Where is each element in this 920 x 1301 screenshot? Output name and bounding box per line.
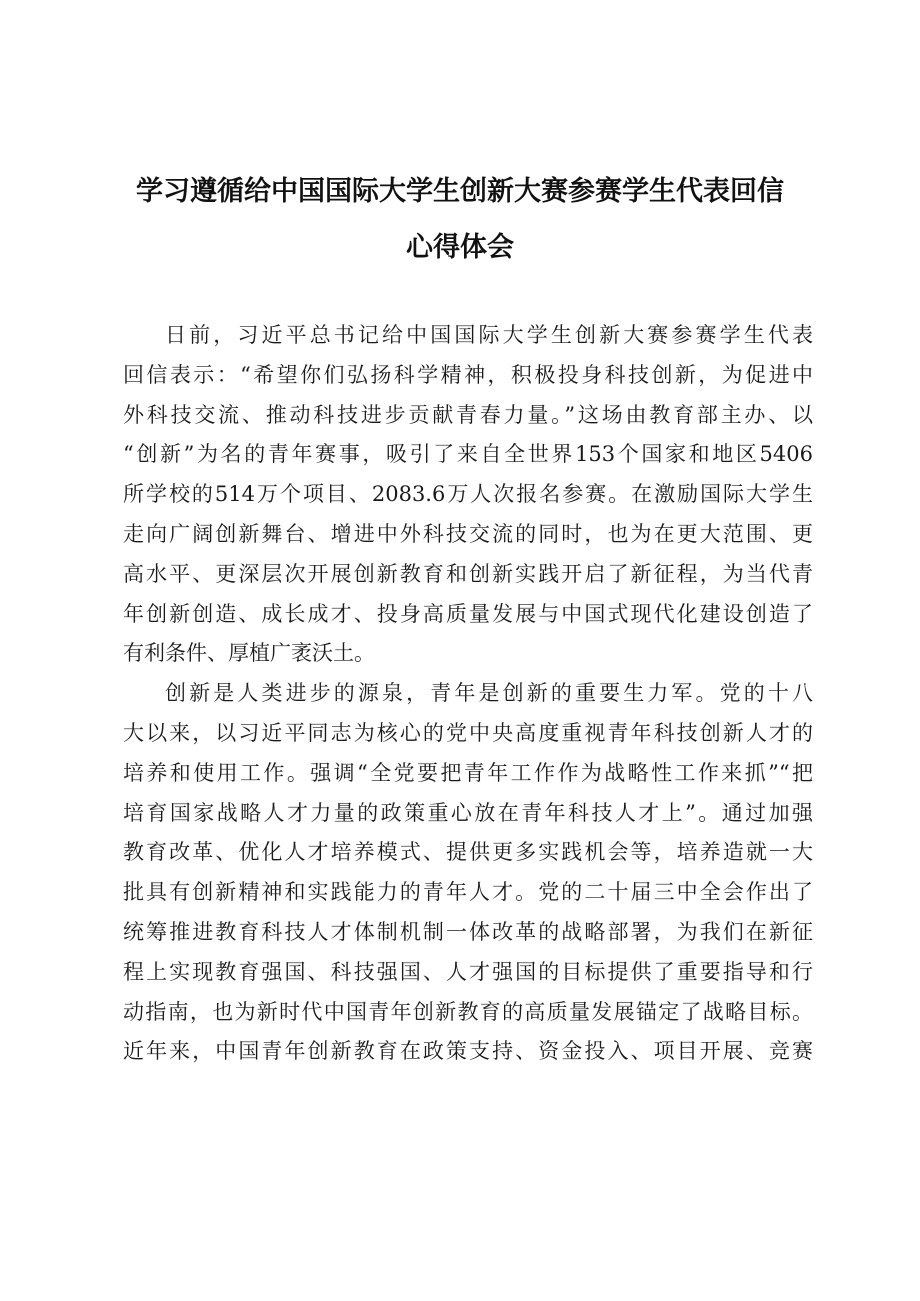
paragraph-2-line: 教育改革、优化人才培养模式、提供更多实践机会等，培养造就一大 [123,840,813,865]
document-title-line-1: 学习遵循给中国国际大学生创新大赛参赛学生代表回信 [136,176,784,207]
paragraph-1-line: 年创新创造、成长成才、投身高质量发展与中国式现代化建设创造了 [123,601,813,626]
paragraph-2-line: 创新是人类进步的源泉，青年是创新的重要生力军。党的十八 [165,681,813,706]
paragraph-1-line: “创新”为名的青年赛事，吸引了来自全世界153个国家和地区5406 [123,442,813,467]
paragraph-2 [123,674,813,1072]
paragraph-1-line: 日前，习近平总书记给中国国际大学生创新大赛参赛学生代表 [165,323,813,347]
document-title [110,164,810,276]
paragraph-2-line: 程上实现教育强国、科技强国、人才强国的目标提供了重要指导和行 [123,959,813,984]
paragraph-2-line: 动指南，也为新时代中国青年创新教育的高质量发展锚定了战略目标。 [123,999,813,1024]
paragraph-1 [123,316,813,674]
paragraph-2-line: 大以来，以习近平同志为核心的党中央高度重视青年科技创新人才的 [123,720,813,745]
paragraph-1-line: 回信表示：“希望你们弘扬科学精神，积极投身科技创新，为促进中 [123,362,813,387]
paragraph-1-line: 走向广阔创新舞台、增进中外科技交流的同时，也为在更大范围、更 [123,521,813,546]
document-body [123,316,813,1072]
document-title-line-2: 心得体会 [406,232,514,263]
paragraph-1-line: 高水平、更深层次开展创新教育和创新实践开启了新征程，为当代青 [123,561,813,586]
paragraph-2-line: 培育国家战略人才力量的政策重心放在青年科技人才上”。通过加强 [123,800,813,825]
paragraph-1-line: 外科技交流、推动科技进步贡献青春力量。”这场由教育部主办、以 [123,402,813,427]
paragraph-1-line: 所学校的514万个项目、2083.6万人次报名参赛。在激励国际大学生 [123,482,813,507]
paragraph-2-line: 培养和使用工作。强调“全党要把青年工作作为战略性工作来抓”“把 [123,760,813,785]
paragraph-2-line: 统筹推进教育科技人才体制机制一体改革的战略部署，为我们在新征 [123,919,813,944]
paragraph-1-line: 有利条件、厚植广袤沃土。 [123,641,375,666]
paragraph-2-line: 近年来，中国青年创新教育在政策支持、资金投入、项目开展、竞赛 [123,1039,813,1064]
paragraph-2-line: 批具有创新精神和实践能力的青年人才。党的二十届三中全会作出了 [123,880,813,905]
